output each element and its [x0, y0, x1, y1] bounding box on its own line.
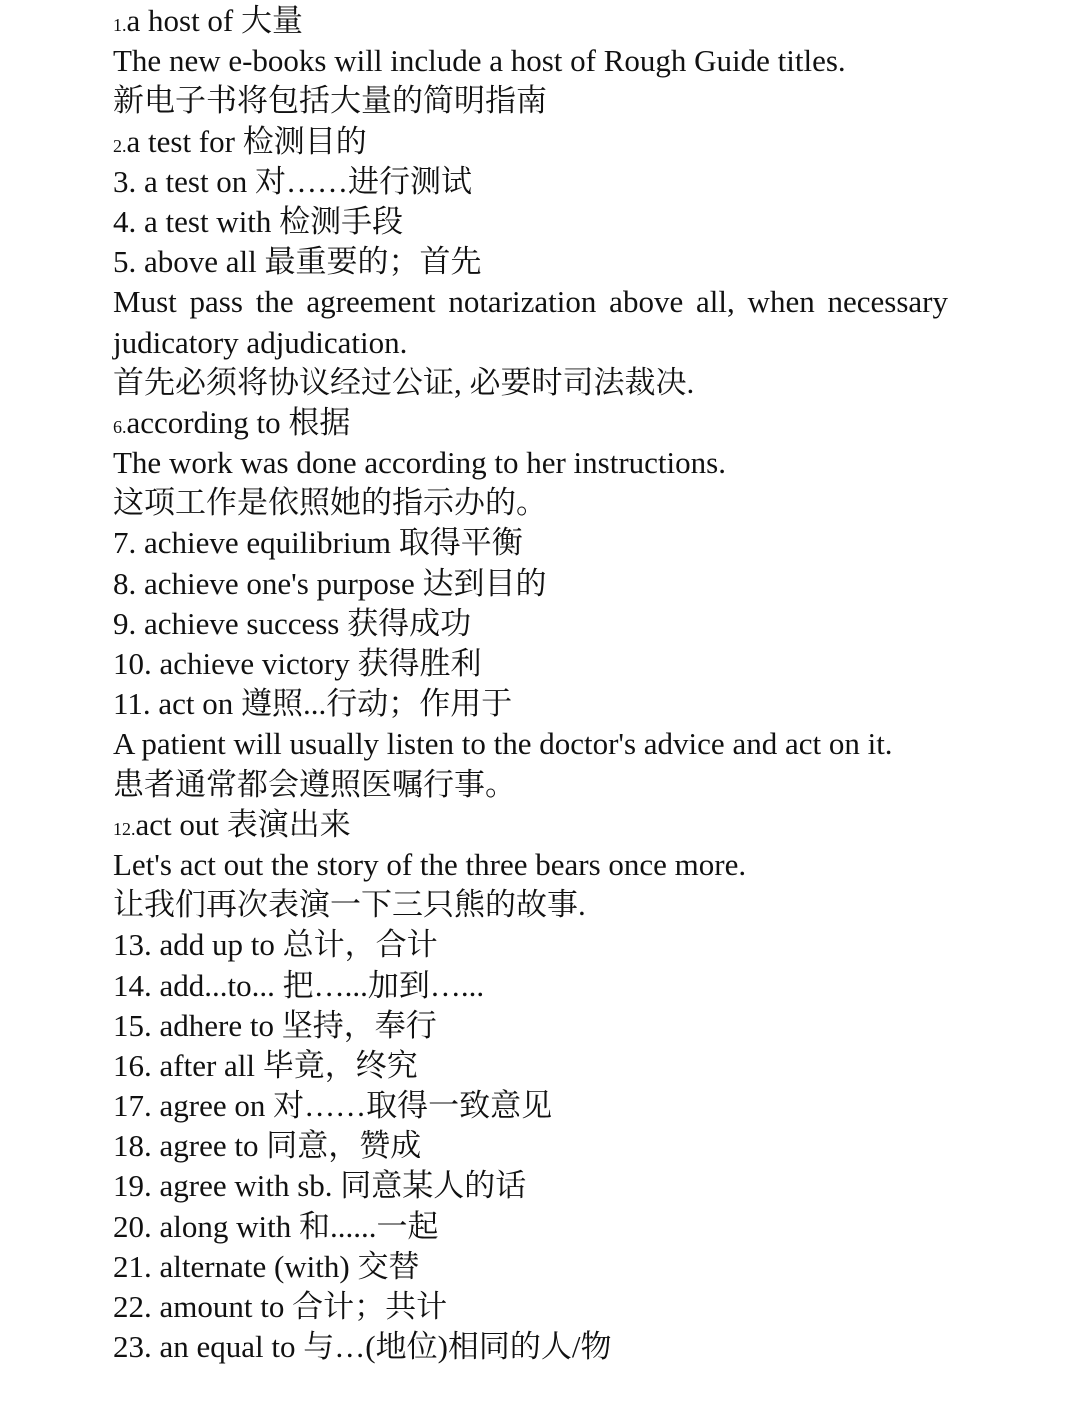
phrase-entry-11 — [113, 684, 948, 724]
phrase-entry-16 — [113, 1046, 948, 1086]
entry-phrase: act out 表演出来 — [135, 806, 351, 842]
entry-number: 2. — [113, 135, 127, 156]
entry-number: 3. — [113, 163, 137, 199]
entry-phrase: act on 遵照...行动；作用于 — [158, 686, 513, 722]
entry-number: 5. — [113, 244, 137, 280]
phrase-entry-15 — [113, 1006, 948, 1046]
phrase-entry-4 — [113, 202, 948, 242]
entry-phrase: an equal to 与…(地位)相同的人/物 — [159, 1329, 612, 1365]
phrase-entry-3 — [113, 162, 948, 202]
phrase-entry-5 — [113, 242, 948, 282]
entry-number: 15. — [113, 1007, 152, 1043]
example-sentence-en: Let's act out the story of the three bears once more. — [113, 846, 747, 882]
entry-phrase: a test on 对……进行测试 — [144, 163, 473, 199]
entry-phrase: a test for 检测目的 — [126, 123, 367, 159]
phrase-entry-22 — [113, 1287, 948, 1327]
entry-number: 10. — [113, 646, 152, 682]
entry-number: 22. — [113, 1289, 152, 1325]
phrase-entry-7 — [113, 523, 948, 563]
example-sentence-zh: 让我们再次表演一下三只熊的故事. — [113, 887, 586, 923]
entry-phrase: a test with 检测手段 — [144, 203, 404, 239]
example-sentence-en: The work was done according to her instructions. — [113, 445, 726, 481]
entry-phrase: amount to 合计；共计 — [159, 1289, 448, 1325]
entry-number: 1. — [113, 15, 127, 35]
example-sentence-zh: 新电子书将包括大量的简明指南 — [113, 83, 547, 119]
entry-number: 9. — [113, 605, 137, 641]
entry-number: 23. — [113, 1329, 152, 1365]
phrase-entry-18 — [113, 1126, 948, 1166]
phrase-entry-19 — [113, 1166, 948, 1206]
entry-phrase: add...to... 把…...加到…... — [159, 967, 485, 1003]
phrase-entry-9 — [113, 604, 948, 644]
phrase-entry-21 — [113, 1247, 948, 1287]
entry-number: 6. — [113, 416, 127, 437]
entry-number: 12. — [113, 818, 136, 839]
entry-phrase: above all 最重要的；首先 — [144, 244, 482, 280]
entry-phrase: alternate (with) 交替 — [159, 1248, 420, 1284]
entry-phrase: add up to 总计，合计 — [159, 927, 438, 963]
phrase-entry-1 — [113, 1, 948, 41]
entry-number: 14. — [113, 967, 152, 1003]
entry-phrase: agree with sb. 同意某人的话 — [159, 1168, 527, 1204]
example-sentence-en: A patient will usually listen to the doctor's advice and act on it. — [113, 726, 893, 762]
entry-number: 21. — [113, 1248, 152, 1284]
example-sentence-en: Must pass the agreement notarization above all, when necessary judicatory adjudication. — [113, 284, 948, 360]
entry-number: 7. — [113, 525, 137, 561]
entry-phrase: after all 毕竟，终究 — [159, 1047, 418, 1083]
entry-phrase: adhere to 坚持，奉行 — [159, 1007, 437, 1043]
phrase-entry-8 — [113, 564, 948, 604]
phrase-entry-6 — [113, 403, 948, 443]
entry-phrase: achieve equilibrium 取得平衡 — [144, 525, 523, 561]
entry-number: 17. — [113, 1088, 152, 1124]
phrase-entry-12 — [113, 805, 948, 845]
phrase-entry-17 — [113, 1086, 948, 1126]
entry-number: 4. — [113, 203, 137, 239]
entry-phrase: a host of 大量 — [126, 3, 304, 38]
entry-phrase: achieve one's purpose 达到目的 — [144, 565, 547, 601]
entry-phrase: according to 根据 — [126, 404, 351, 440]
entry-phrase: achieve success 获得成功 — [144, 605, 472, 641]
entry-number: 8. — [113, 565, 137, 601]
phrase-entry-14 — [113, 966, 948, 1006]
entry-number: 20. — [113, 1208, 152, 1244]
example-sentence-zh: 这项工作是依照她的指示办的。 — [113, 485, 547, 521]
entry-number: 18. — [113, 1128, 152, 1164]
entry-phrase: agree on 对……取得一致意见 — [159, 1088, 553, 1124]
vocabulary-document — [113, 0, 948, 1367]
example-sentence-zh: 患者通常都会遵照医嘱行事。 — [113, 766, 516, 802]
phrase-entry-23 — [113, 1327, 948, 1367]
entry-number: 16. — [113, 1047, 152, 1083]
phrase-entry-13 — [113, 925, 948, 965]
entry-number: 11. — [113, 686, 151, 722]
entry-number: 19. — [113, 1168, 152, 1204]
phrase-entry-2 — [113, 122, 948, 162]
example-sentence-en: The new e-books will include a host of Rough Guide titles. — [113, 43, 846, 79]
phrase-entry-10 — [113, 644, 948, 684]
entry-phrase: agree to 同意，赞成 — [159, 1128, 422, 1164]
entry-number: 13. — [113, 927, 152, 963]
example-sentence-zh: 首先必须将协议经过公证, 必要时司法裁决. — [113, 364, 695, 400]
entry-phrase: achieve victory 获得胜利 — [159, 646, 482, 682]
entry-phrase: along with 和......一起 — [159, 1208, 439, 1244]
phrase-entry-20 — [113, 1207, 948, 1247]
